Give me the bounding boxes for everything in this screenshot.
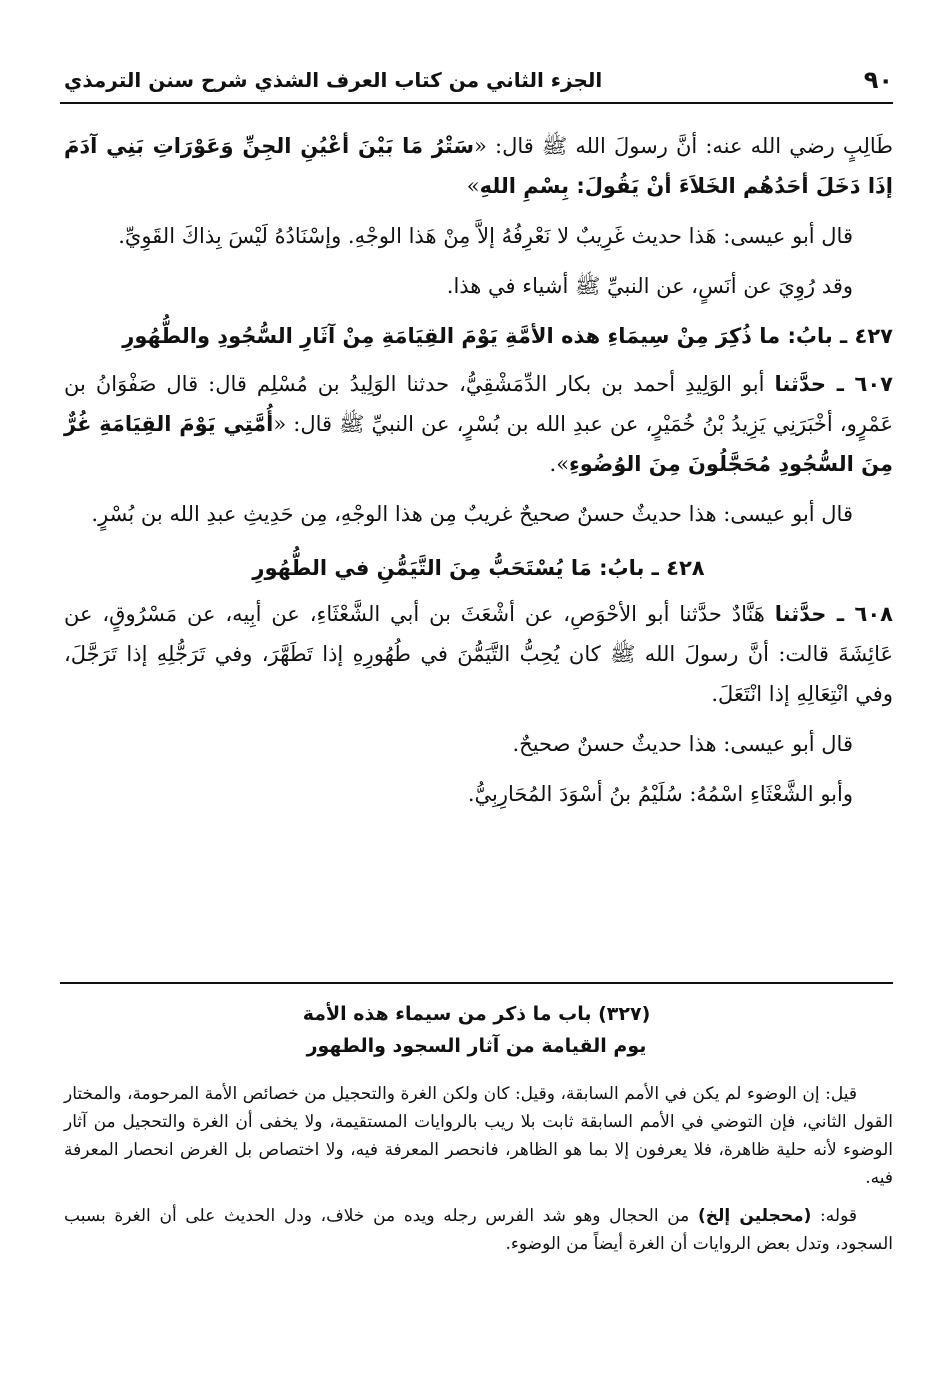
hadith-607-label: ٦٠٧ ـ حدَّثنا	[774, 372, 893, 396]
bab-427-heading: ٤٢٧ ـ بابُ: ما ذُكِرَ مِنْ سِيمَاءِ هذه الأمَّةِ يَوْمَ القِيَامَةِ مِنْ آثَارِ السُّجُودِ والطُّهُورِ	[122, 324, 893, 348]
hadith-606-text: طَالِبٍ رضي الله عنه: أنَّ رسولَ الله ﷺ قال: «	[474, 134, 893, 158]
page-number: ٩٠	[863, 66, 893, 94]
abu-isa-note-3: قال أبو عيسى: هذا حديثٌ حسنٌ صحيحٌ.	[512, 732, 853, 756]
abu-isa-note-2: قال أبو عيسى: هذا حديثٌ حسنٌ صحيحٌ غريبٌ مِن هذا الوجْهِ، مِن حَدِيثِ عبدِ الله بن بُسْرٍ.	[91, 502, 853, 526]
commentary-heading-line-2: يوم القيامة من آثار السجود والطهور	[306, 1035, 647, 1057]
commentary-para-2-prefix: قوله:	[811, 1206, 857, 1226]
abu-isa-note-1: قال أبو عيسى: هَذا حديث غَرِيبٌ لا نَعْرِفُهُ إلاَّ مِنْ هَذا الوجْهِ. وإسْنَادُهُ لَيْسَ بِذاكَ القَوِيِّ.	[118, 224, 853, 248]
commentary-heading	[60, 998, 893, 1062]
main-text	[64, 126, 893, 824]
narrator-name-note: وأبو الشَّعْثَاءِ اسْمُهُ: سُلَيْمُ بنُ أسْوَدَ المُحَارِبِيُّ.	[467, 782, 853, 806]
hadith-606-matn: سَتْرُ مَا بَيْنَ أعْيُنِ الجِنِّ وَعَوْرَاتِ بَنِي آدَمَ إذَا دَخَلَ أحَدُهُم الخَلاَءَ أنْ يَقُولَ: بِسْمِ اللهِ	[64, 134, 893, 198]
hadith-607	[64, 364, 893, 484]
anas-note: وقد رُوِيَ عن أنَسٍ، عن النبيِّ ﷺ أشياء في هذا.	[446, 274, 853, 298]
commentary-text	[64, 1080, 893, 1268]
commentary-para-2-term: (محجلين إلخ)	[697, 1206, 812, 1226]
hadith-607-matn: أُمَّتِي يَوْمَ القِيَامَةِ غُرٌّ مِنَ السُّجُودِ مُحَجَّلُونَ مِنَ الوُضُوءِ	[64, 412, 893, 476]
hadith-606-continued	[64, 126, 893, 206]
running-header	[60, 62, 893, 104]
hadith-607-close: ».	[549, 452, 570, 476]
book-title: الجزء الثاني من كتاب العرف الشذي شرح سنن الترمذي	[64, 68, 603, 92]
commentary-paragraph-1: قيل: إن الوضوء لم يكن في الأمم السابقة، وقيل: كان ولكن الغرة والتحجيل من خصائص الأمة المرحومة، والمختار القول الثاني، فإن التوضي في الأمم السابقة ثابت بلا ريب بالروايات المستقيمة، ولا يخفى أن الغرة والتحجيل من آثار الوضوء لأنه حلية ظاهرة، فلا يعرفون إلا بما هو الظاهر، فانحصر المعرفة فيه، ولا اختصاص بل الغرض انحصار المعرفة فيه.	[64, 1084, 893, 1188]
commentary-heading-line-1: (٣٢٧) باب ما ذكر من سيماء هذه الأمة	[302, 1003, 651, 1025]
commentary-paragraph-2	[64, 1202, 893, 1258]
hadith-608-text: هَنَّادٌ حدَّثنا أبو الأحْوَصِ، عن أشْعَثَ بن أبي الشَّعْثَاءِ، عن أبِيه، عن مَسْرُوقٍ، عن عَائِشَةَ قالت: أنَّ رسولَ الله ﷺ كان يُحِبُّ التَّيَمُّنَ في طُهُورِهِ إذا تَطَهَّرَ، وفي تَرَجُّلِهِ إذا تَرَجَّلَ، وفي انْتِعَالِهِ إذا انْتَعَلَ.	[64, 602, 893, 706]
bab-428-heading: ٤٢٨ ـ بابُ: مَا يُسْتَحَبُّ مِنَ التَّيَمُّنِ في الطُّهُورِ	[252, 556, 705, 580]
footnote-separator	[60, 982, 893, 984]
hadith-606-close: »	[466, 174, 480, 198]
hadith-608	[64, 594, 893, 714]
hadith-607-text: أبو الوَلِيدِ أحمد بن بكار الدِّمَشْقِيُّ، حدثنا الوَلِيدُ بن مُسْلِم قال: قال صَفْوَانُ بن عَمْرٍو، أخْبَرَنِي يَزِيدُ بْنُ خُمَيْرٍ، عن عبدِ الله بن بُسْرٍ، عن النبيِّ ﷺ قال: «	[64, 372, 893, 436]
hadith-608-label: ٦٠٨ ـ حدَّثنا	[774, 602, 893, 626]
commentary-para-2-text: من الحجال وهو شد الفرس رجله ويده من خلاف، ودل الحديث على أن الغرة بسبب السجود، وتدل بعض الروايات أن الغرة أيضاً من الوضوء.	[64, 1206, 893, 1254]
